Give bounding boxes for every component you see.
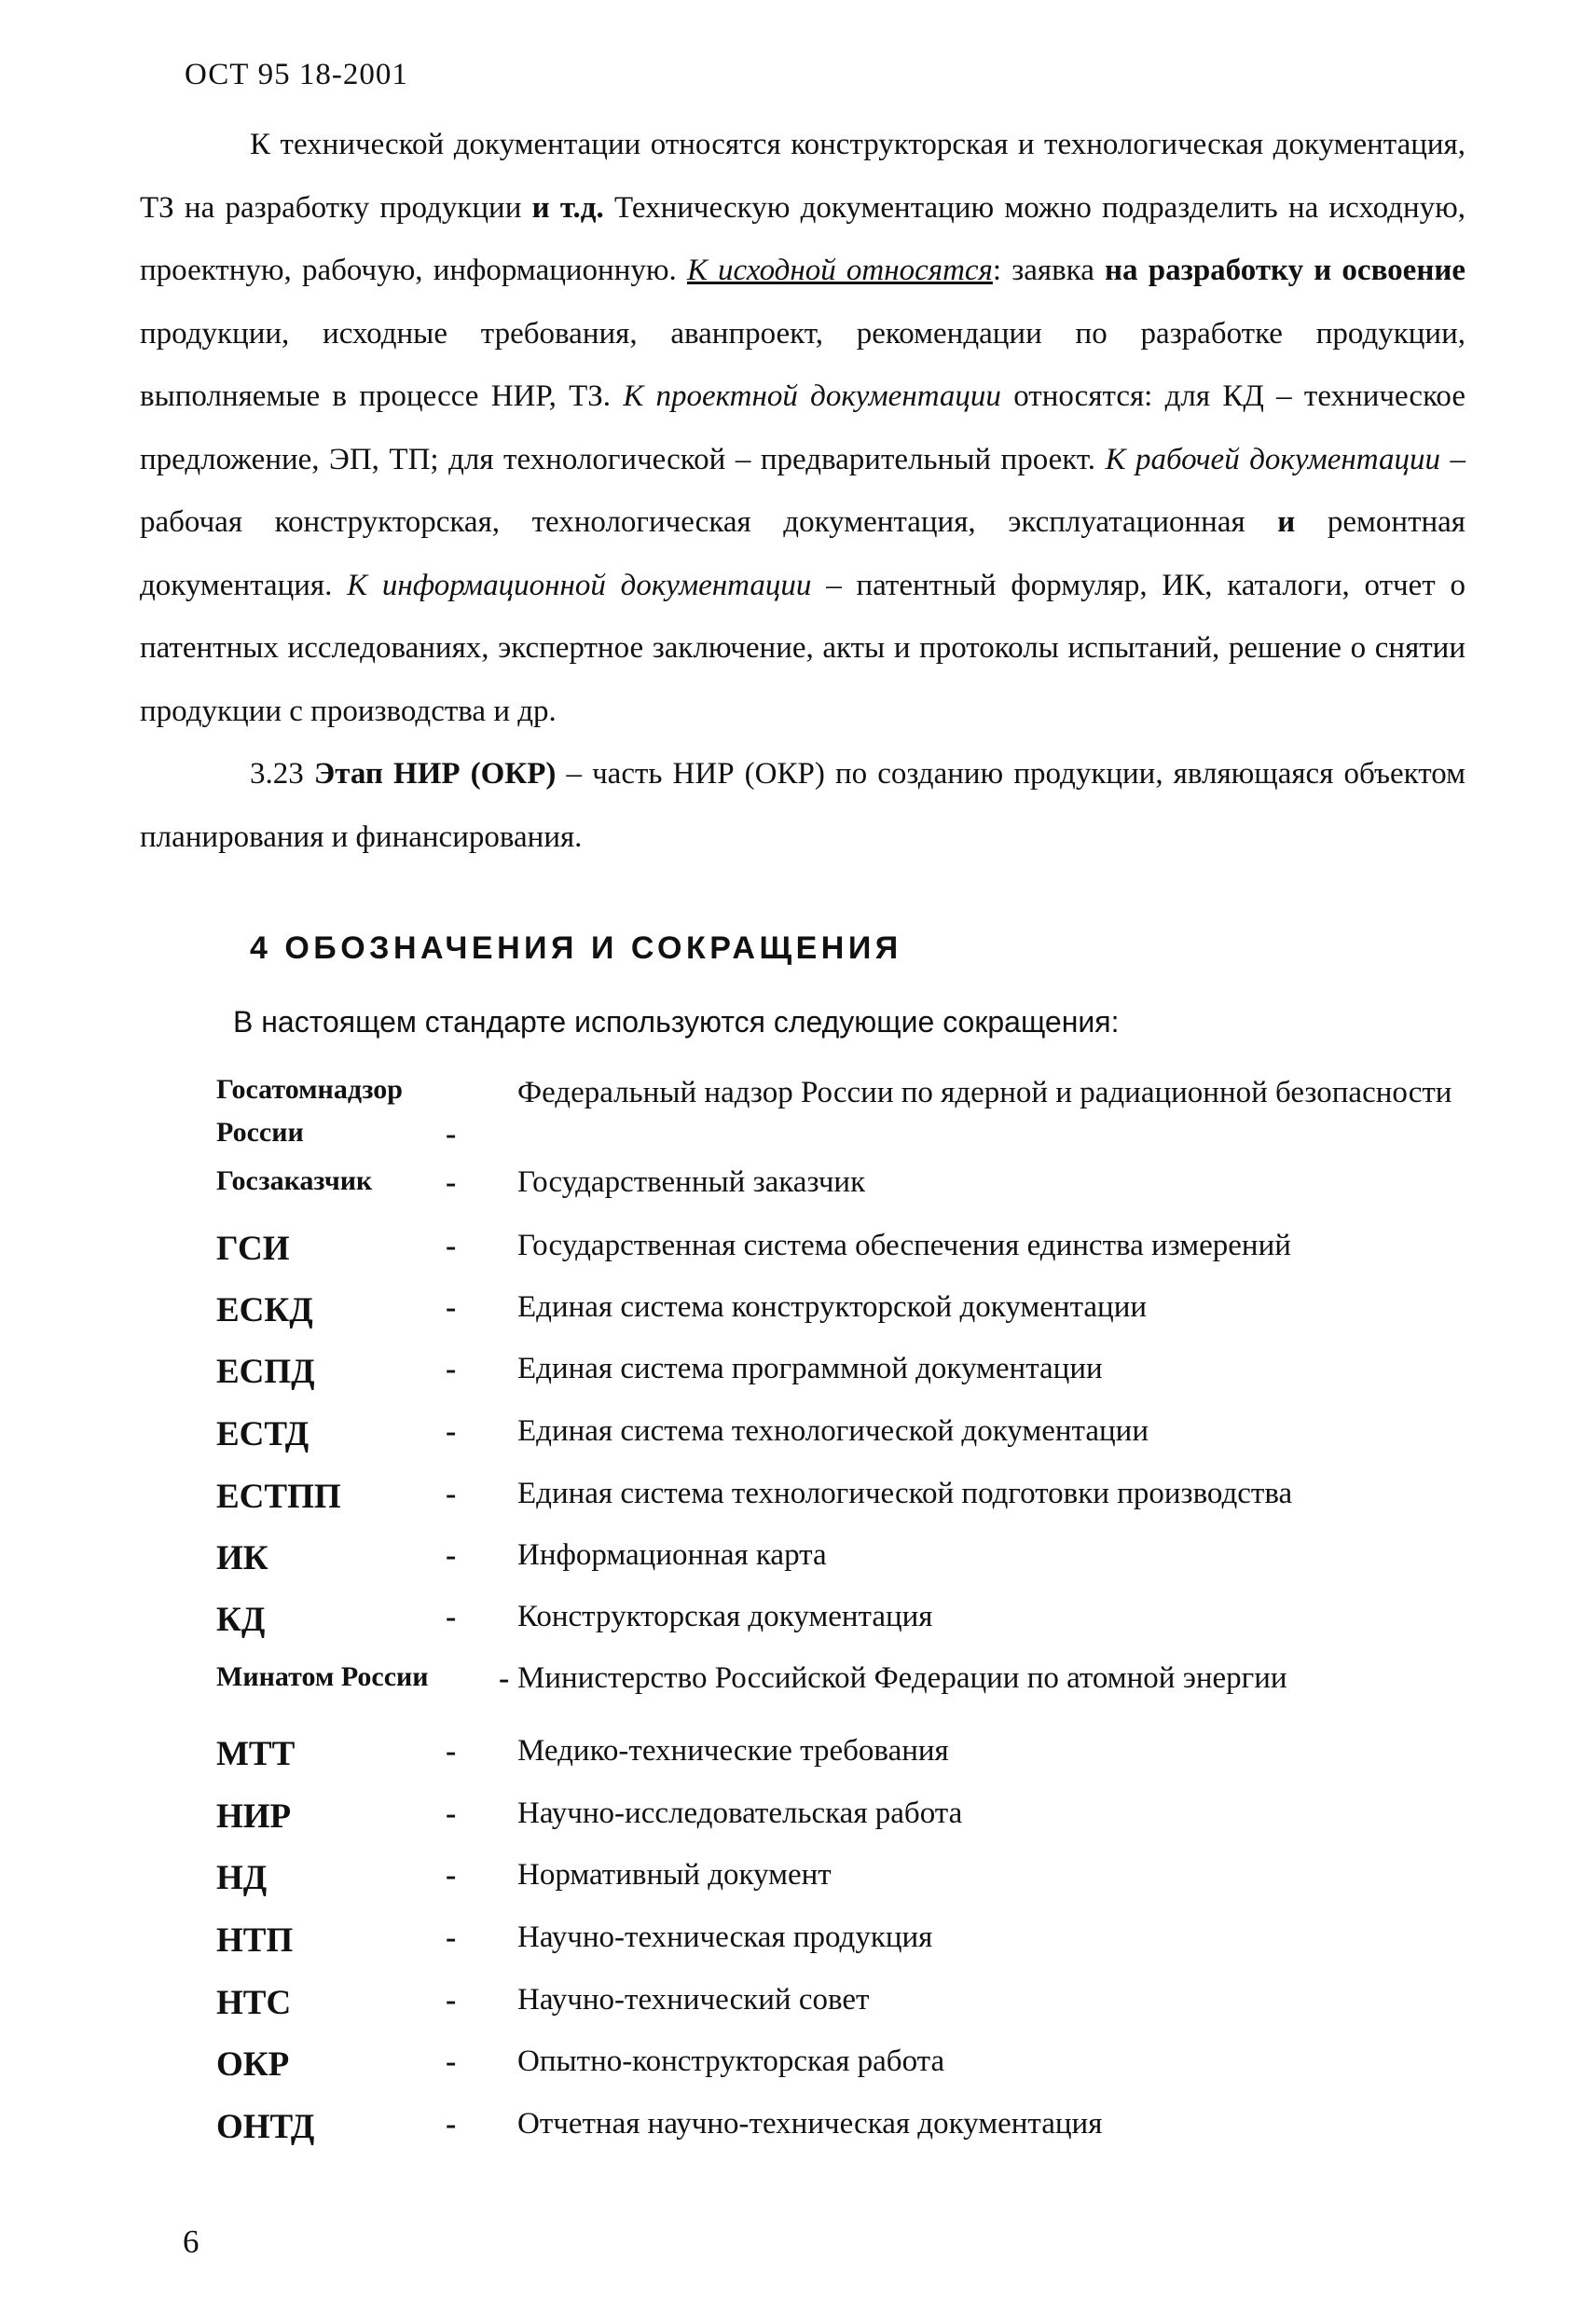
section-title: 4 ОБОЗНАЧЕНИЯ И СОКРАЩЕНИЯ xyxy=(250,930,902,966)
defined-term: Этап НИР (ОКР) xyxy=(313,757,557,791)
abbreviation-dash: - xyxy=(446,1921,457,1955)
abbreviation-dash: - xyxy=(446,1117,457,1151)
abbreviation-row xyxy=(0,1538,1596,1600)
text-run-bold: на разработку и освоение xyxy=(1105,254,1465,287)
abbreviation-definition: Научно-техническая продукция xyxy=(517,1921,933,1954)
abbreviation-definition: Конструкторская документация xyxy=(517,1600,933,1633)
abbreviation-row xyxy=(0,1858,1596,1920)
abbreviation-row xyxy=(0,2045,1596,2106)
text-run: ремонтная документация. xyxy=(140,505,1465,602)
text-run-bold: и т.д. xyxy=(531,190,604,225)
abbreviation-dash: - xyxy=(446,1600,457,1634)
abbreviation-dash: - xyxy=(446,1797,457,1831)
clause-number: 3.23 xyxy=(250,757,314,791)
abbreviation-term-continued: России xyxy=(216,1117,304,1148)
body-text xyxy=(140,114,1465,869)
abbreviation-term: ИК xyxy=(216,1539,268,1577)
paragraph-3-23 xyxy=(140,743,1465,869)
abbreviation-dash: - xyxy=(446,1414,457,1449)
text-run: : заявка xyxy=(992,254,1106,287)
abbreviation-term: Госатомнадзор xyxy=(216,1074,403,1105)
abbreviation-dash: - xyxy=(446,1290,457,1325)
abbreviation-row xyxy=(0,1229,1596,1290)
abbreviation-dash: - xyxy=(446,1858,457,1893)
abbreviation-definition: Государственный заказчик xyxy=(517,1165,866,1199)
page-number: 6 xyxy=(183,2224,200,2260)
abbreviation-term: НТС xyxy=(216,1984,292,2022)
abbreviation-term: НИР xyxy=(216,1797,292,1836)
abbreviations-intro: В настоящем стандарте используются следующие сокращения: xyxy=(233,1005,1120,1039)
abbreviation-term: ЕСКД xyxy=(216,1291,313,1329)
abbreviation-row xyxy=(0,1983,1596,2045)
abbreviation-definition: Медико-технические требования xyxy=(517,1734,949,1768)
abbreviation-definition: Опытно-конструкторская работа xyxy=(517,2045,945,2078)
abbreviation-term: ЕСТПП xyxy=(216,1478,341,1516)
abbreviation-row xyxy=(0,1734,1596,1796)
abbreviation-term: КД xyxy=(216,1601,266,1639)
text-run-italic: К рабочей документации xyxy=(1105,442,1440,476)
abbreviation-definition: Нормативный документ xyxy=(517,1858,832,1892)
abbreviation-definition: Отчетная научно-техническая документация xyxy=(517,2107,1103,2141)
abbreviation-dash: - xyxy=(446,2107,457,2141)
paragraph-technical-documentation xyxy=(140,114,1465,743)
abbreviation-term: ЕСТД xyxy=(216,1415,310,1453)
text-run: продукции, исходные требования, аванпроект, рекомендации по разработке продукции, выполняемые в процессе НИР, ТЗ. xyxy=(140,316,1465,413)
abbreviation-row xyxy=(0,1921,1596,1982)
abbreviation-term: ОНТД xyxy=(216,2108,315,2146)
abbreviation-row xyxy=(0,1477,1596,1538)
abbreviation-definition: Единая система технологической подготовки производства xyxy=(517,1477,1293,1510)
abbreviation-term: Минатом России xyxy=(216,1661,429,1692)
document-code-header: ОСТ 95 18-2001 xyxy=(185,58,408,91)
text-run: – рабочая конструкторская, технологическая документация, эксплуатационная xyxy=(140,442,1465,539)
abbreviation-definition: Государственная система обеспечения единства измерений xyxy=(517,1229,1291,1262)
abbreviation-row xyxy=(0,2107,1596,2168)
abbreviation-definition: Научно-технический совет xyxy=(517,1983,870,2017)
abbreviation-row xyxy=(0,1165,1596,1227)
text-run: относятся: для КД – техническое предложение, ЭП, ТП; для технологической – предварительный проект. xyxy=(140,379,1465,476)
text-run: – патентный формуляр, ИК, каталоги, отчет о патентных исследованиях, экспертное заключение, акты и протоколы испытаний, решение о снятии продукции с производства и др. xyxy=(140,568,1465,728)
abbreviation-row xyxy=(0,1661,1596,1723)
abbreviation-term: ГСИ xyxy=(216,1230,290,1268)
text-run-bold: и xyxy=(1277,505,1296,539)
abbreviation-term: НТП xyxy=(216,1921,294,1960)
abbreviation-row xyxy=(0,1797,1596,1858)
abbreviation-definition: Федеральный надзор России по ядерной и радиационной безопасности xyxy=(517,1076,1452,1109)
abbreviation-row xyxy=(0,1290,1596,1352)
abbreviation-dash: - xyxy=(446,1229,457,1263)
abbreviation-definition: Единая система технологической документации xyxy=(517,1414,1149,1448)
abbreviation-row xyxy=(0,1600,1596,1661)
text-run: Техническую документацию можно подразделить на исходную, проектную, рабочую, информационную. xyxy=(140,190,1466,287)
abbreviation-row xyxy=(0,1352,1596,1413)
abbreviation-dash: - xyxy=(499,1661,510,1696)
abbreviation-term: ОКР xyxy=(216,2045,290,2084)
abbreviation-term: ЕСПД xyxy=(216,1353,315,1391)
abbreviation-term: Госзаказчик xyxy=(216,1165,373,1196)
text-run-italic: К проектной документации xyxy=(623,379,1001,413)
definition-text: – часть НИР (ОКР) по созданию продукции, являющаяся объектом планирования и финансирования. xyxy=(140,757,1465,854)
abbreviation-definition: Научно-исследовательская работа xyxy=(517,1797,963,1830)
abbreviation-dash: - xyxy=(446,1352,457,1386)
abbreviation-dash: - xyxy=(446,1734,457,1769)
text-run: К технической документации относятся конструкторская и технологическая документация, ТЗ на разработку продукции xyxy=(140,128,1465,225)
abbreviation-definition: Информационная карта xyxy=(517,1538,827,1572)
abbreviation-definition: Единая система программной документации xyxy=(517,1352,1103,1385)
abbreviation-term: НД xyxy=(216,1859,268,1897)
abbreviation-term: МТТ xyxy=(216,1735,296,1773)
abbreviation-row xyxy=(0,1414,1596,1476)
abbreviation-dash: - xyxy=(446,1983,457,2017)
abbreviation-dash: - xyxy=(446,1477,457,1511)
abbreviation-row xyxy=(0,1074,1596,1151)
abbreviation-dash: - xyxy=(446,1165,457,1200)
text-run-italic-underlined: К исходной относятся xyxy=(686,254,993,287)
abbreviation-definition: Министерство Российской Федерации по атомной энергии xyxy=(517,1661,1287,1695)
abbreviation-definition: Единая система конструкторской документации xyxy=(517,1290,1148,1324)
abbreviation-dash: - xyxy=(446,1538,457,1573)
text-run-italic: К информационной документации xyxy=(347,568,812,602)
abbreviation-dash: - xyxy=(446,2045,457,2079)
